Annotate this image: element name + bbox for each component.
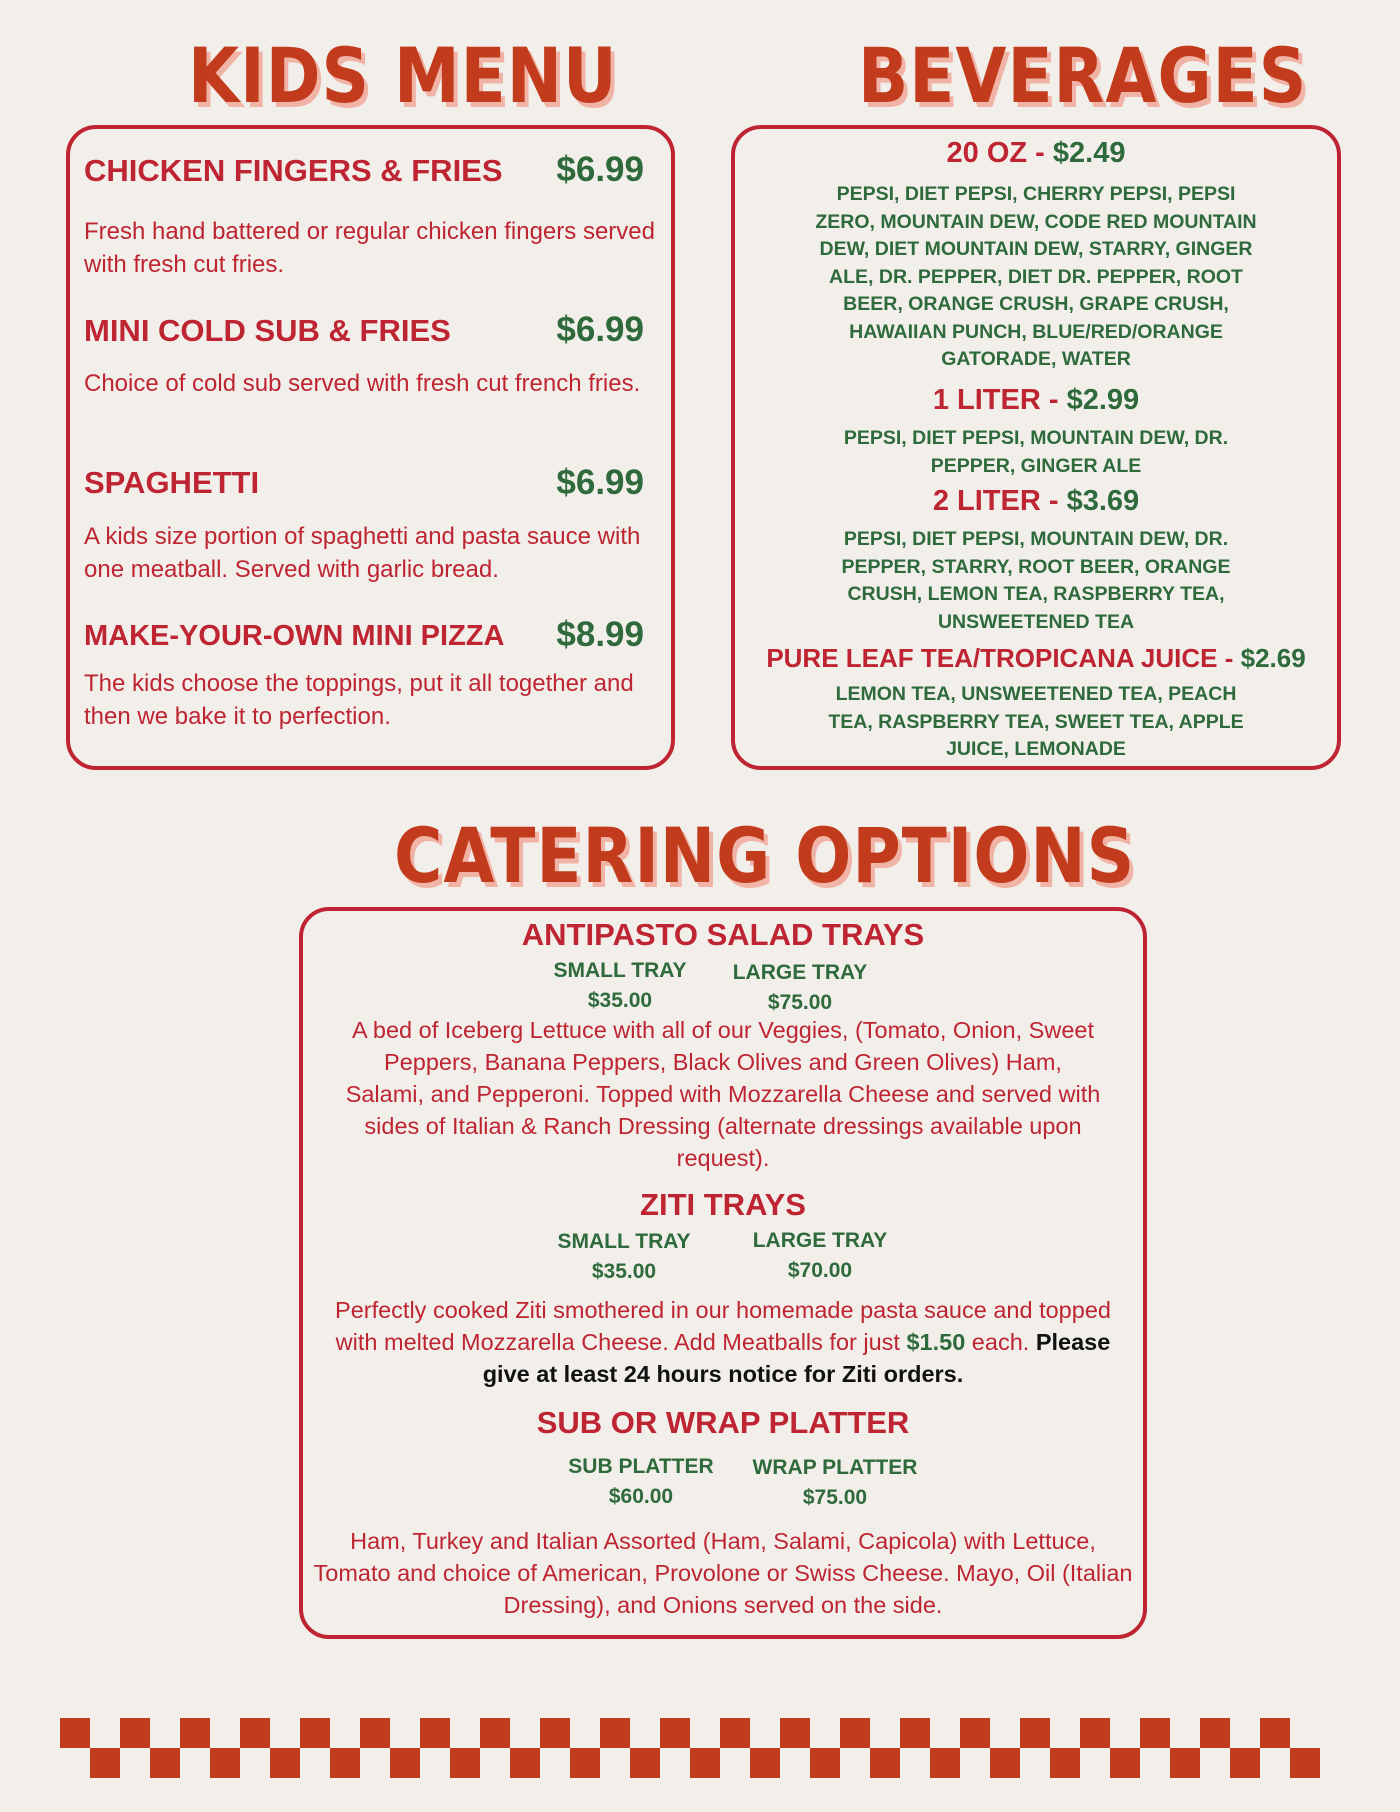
checker-square bbox=[180, 1718, 210, 1748]
checker-square bbox=[510, 1748, 540, 1778]
checker-square bbox=[750, 1748, 780, 1778]
kids-item-desc: The kids choose the toppings, put it all together and then we bake it to perfection. bbox=[84, 670, 634, 730]
checker-square bbox=[120, 1718, 150, 1748]
checker-square bbox=[810, 1748, 840, 1778]
ziti-small-tray bbox=[544, 1227, 704, 1287]
tray-label: LARGE TRAY bbox=[732, 961, 868, 984]
beverage-price: $2.69 bbox=[1240, 643, 1306, 673]
beverage-price: $2.99 bbox=[1066, 384, 1140, 416]
checker-square bbox=[1200, 1718, 1230, 1748]
checker-square bbox=[1230, 1748, 1260, 1778]
platter-description: Ham, Turkey and Italian Assorted (Ham, Salami, Capicola) with Lettuce, Tomato and choice of American, Provolone or Swiss Cheese. Mayo, Oil (Italian Dressing), and Onions served on the side. bbox=[313, 1528, 1133, 1618]
wrap-platter bbox=[745, 1453, 925, 1513]
checker-square bbox=[570, 1748, 600, 1778]
tray-price: $75.00 bbox=[767, 991, 833, 1014]
checker-square bbox=[360, 1718, 390, 1748]
checker-square bbox=[930, 1748, 960, 1778]
checker-square bbox=[690, 1748, 720, 1778]
beverage-size: 1 LITER - bbox=[932, 384, 1067, 416]
checker-square bbox=[420, 1718, 450, 1748]
checker-square bbox=[1110, 1748, 1140, 1778]
beverage-list: PEPSI, DIET PEPSI, MOUNTAIN DEW, DR. PEPPER, GINGER ALE bbox=[843, 427, 1229, 477]
checker-square bbox=[540, 1718, 570, 1748]
checker-square bbox=[480, 1718, 510, 1748]
checker-square bbox=[1260, 1718, 1290, 1748]
checker-square bbox=[630, 1748, 660, 1778]
platter-heading: SUB OR WRAP PLATTER bbox=[536, 1405, 910, 1440]
beverage-size-heading bbox=[731, 643, 1341, 674]
kids-item-name: MAKE-YOUR-OWN MINI PIZZA bbox=[84, 620, 505, 652]
checker-square bbox=[1140, 1718, 1170, 1748]
checker-square bbox=[90, 1748, 120, 1778]
beverage-list: PEPSI, DIET PEPSI, MOUNTAIN DEW, DR. PEPPER, STARRY, ROOT BEER, ORANGE CRUSH, LEMON TEA, RASPBERRY TEA, UNSWEETENED TEA bbox=[841, 528, 1231, 633]
tray-label: WRAP PLATTER bbox=[752, 1456, 918, 1479]
antipasto-large-tray bbox=[720, 958, 880, 1018]
ziti-notice: Please give at least 24 hours notice for Ziti orders. bbox=[482, 1329, 1111, 1387]
checker-square bbox=[390, 1748, 420, 1778]
checker-square bbox=[660, 1718, 690, 1748]
checker-square bbox=[150, 1748, 180, 1778]
catering-options-title: CATERING OPTIONS bbox=[394, 812, 1136, 901]
tray-price: $35.00 bbox=[591, 1260, 657, 1283]
tray-price: $35.00 bbox=[587, 989, 653, 1012]
checker-square bbox=[1080, 1718, 1110, 1748]
checker-square bbox=[300, 1718, 330, 1748]
beverage-size: PURE LEAF TEA/TROPICANA JUICE - bbox=[766, 643, 1241, 673]
meatball-price: $1.50 bbox=[906, 1329, 966, 1355]
checkered-border bbox=[60, 1718, 1340, 1778]
ziti-desc-text: Perfectly cooked Ziti smothered in our homemade pasta sauce and topped with melted Mozzarella Cheese. Add Meatballs for just bbox=[335, 1297, 1111, 1355]
beverage-size-heading bbox=[731, 384, 1341, 417]
checker-square bbox=[330, 1748, 360, 1778]
kids-item-price: $6.99 bbox=[556, 150, 644, 189]
checker-square bbox=[780, 1718, 810, 1748]
tray-price: $70.00 bbox=[787, 1259, 853, 1282]
checker-square bbox=[840, 1718, 870, 1748]
tray-price: $60.00 bbox=[608, 1485, 674, 1508]
tray-price: $75.00 bbox=[802, 1486, 868, 1509]
beverage-size-heading bbox=[731, 137, 1341, 170]
tray-label: LARGE TRAY bbox=[752, 1229, 888, 1252]
beverage-price: $2.49 bbox=[1052, 137, 1126, 169]
ziti-description bbox=[313, 1294, 1133, 1390]
checker-square bbox=[720, 1718, 750, 1748]
beverage-size: 2 LITER - bbox=[932, 485, 1067, 517]
sub-platter bbox=[556, 1452, 726, 1512]
kids-item-desc: A kids size portion of spaghetti and pasta sauce with one meatball. Served with garlic bread. bbox=[84, 523, 641, 583]
kids-item-price: $6.99 bbox=[556, 310, 644, 349]
tray-label: SMALL TRAY bbox=[553, 959, 687, 982]
checker-square bbox=[1020, 1718, 1050, 1748]
ziti-desc-text: each. bbox=[965, 1329, 1036, 1355]
kids-item-desc: Fresh hand battered or regular chicken fingers served with fresh cut fries. bbox=[84, 218, 655, 278]
checker-square bbox=[990, 1748, 1020, 1778]
checker-square bbox=[60, 1718, 90, 1748]
kids-item-price: $6.99 bbox=[556, 463, 644, 502]
checker-square bbox=[1050, 1748, 1080, 1778]
kids-item-price: $8.99 bbox=[556, 615, 644, 654]
beverage-price: $3.69 bbox=[1066, 485, 1140, 517]
antipasto-small-tray bbox=[540, 956, 700, 1016]
checker-square bbox=[450, 1748, 480, 1778]
tray-label: SMALL TRAY bbox=[557, 1230, 691, 1253]
kids-item-name: MINI COLD SUB & FRIES bbox=[84, 313, 451, 348]
checker-square bbox=[240, 1718, 270, 1748]
kids-item-desc: Choice of cold sub served with fresh cut french fries. bbox=[84, 370, 641, 397]
ziti-large-tray bbox=[740, 1226, 900, 1286]
kids-item-name: SPAGHETTI bbox=[84, 465, 260, 500]
checker-square bbox=[600, 1718, 630, 1748]
checker-square bbox=[1170, 1748, 1200, 1778]
beverage-list: LEMON TEA, UNSWEETENED TEA, PEACH TEA, RASPBERRY TEA, SWEET TEA, APPLE JUICE, LEMONADE bbox=[828, 683, 1244, 760]
checker-square bbox=[210, 1748, 240, 1778]
checker-square bbox=[270, 1748, 300, 1778]
checker-square bbox=[900, 1718, 930, 1748]
checker-square bbox=[960, 1718, 990, 1748]
checker-square bbox=[870, 1748, 900, 1778]
ziti-heading: ZITI TRAYS bbox=[640, 1187, 806, 1222]
beverages-title: BEVERAGES bbox=[858, 32, 1308, 121]
beverage-list: PEPSI, DIET PEPSI, CHERRY PEPSI, PEPSI ZERO, MOUNTAIN DEW, CODE RED MOUNTAIN DEW, DIET MOUNTAIN DEW, STARRY, GINGER ALE, DR. PEPPER, DIET DR. PEPPER, ROOT BEER, ORANGE CRUSH, GRAPE CRUSH, HAWAIIAN PUNCH, BLUE/RED/ORANGE GATORADE, WATER bbox=[815, 183, 1257, 370]
beverage-size-heading bbox=[731, 485, 1341, 518]
beverage-size: 20 OZ - bbox=[946, 137, 1053, 169]
kids-menu-title: KIDS MENU bbox=[188, 32, 618, 121]
antipasto-heading: ANTIPASTO SALAD TRAYS bbox=[521, 917, 925, 952]
checker-square bbox=[1290, 1748, 1320, 1778]
antipasto-description: A bed of Iceberg Lettuce with all of our Veggies, (Tomato, Onion, Sweet Peppers, Banana Peppers, Black Olives and Green Olives) Ham, Salami, and Pepperoni. Topped with Mozzarella Cheese and served with sides of Italian & Ranch Dressing (alternate dressings available upon request). bbox=[345, 1017, 1101, 1171]
tray-label: SUB PLATTER bbox=[568, 1455, 714, 1478]
kids-item-name: CHICKEN FINGERS & FRIES bbox=[84, 153, 503, 188]
